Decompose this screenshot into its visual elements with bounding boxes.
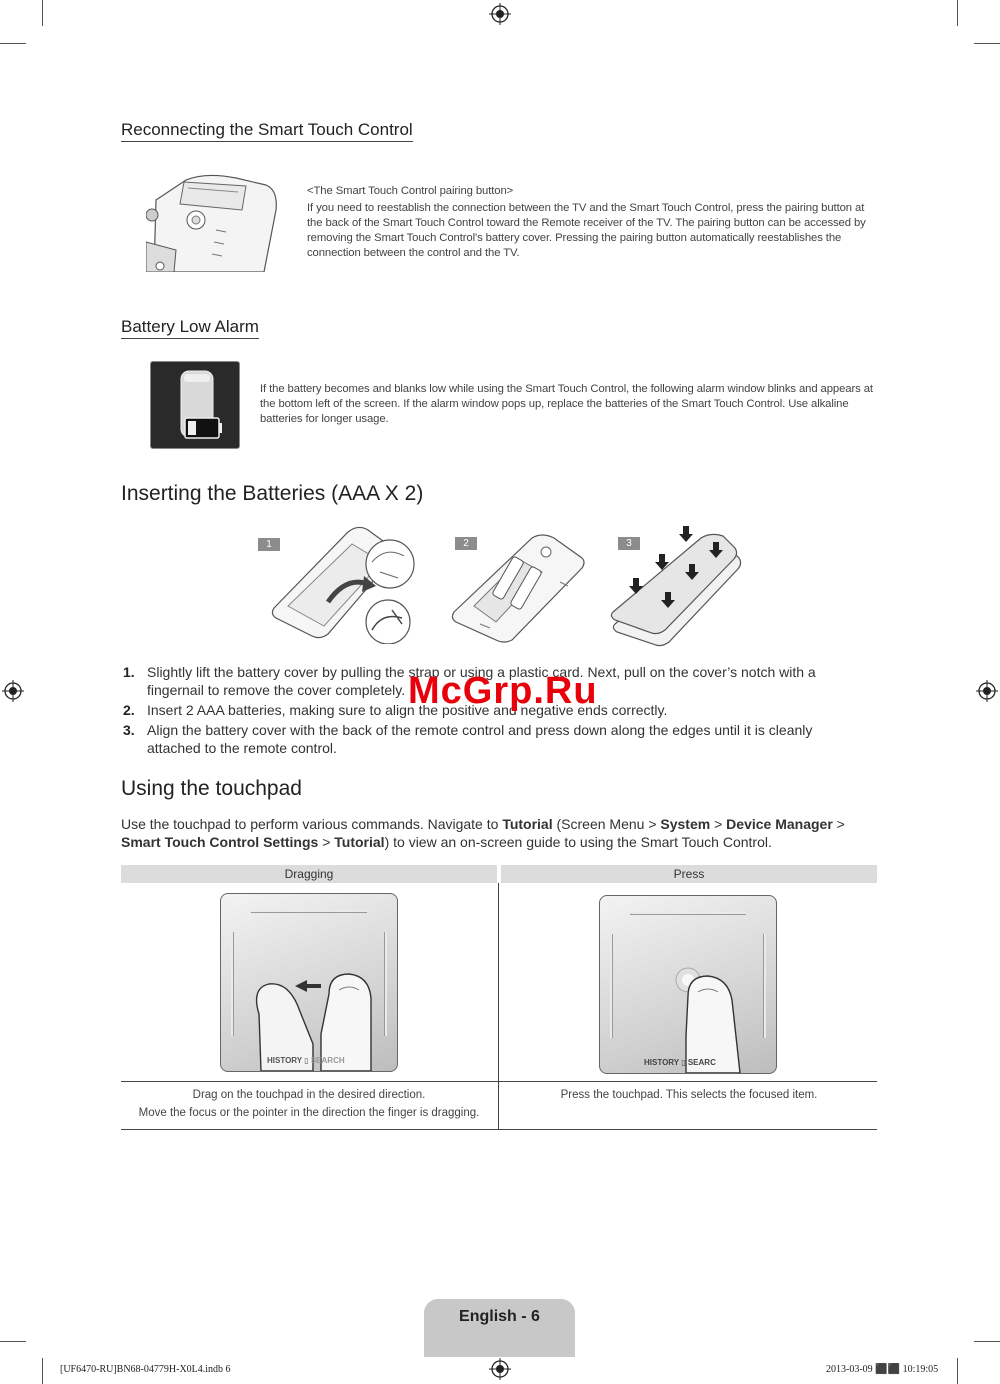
table-header-dragging: Dragging: [121, 865, 497, 883]
crop-mark: [0, 1341, 26, 1342]
page-number-tab: [424, 1299, 575, 1357]
figure-label-1: 1: [258, 538, 280, 551]
drag-fingers-icon: [221, 894, 397, 1071]
watermark-text: McGrp.Ru: [408, 670, 598, 712]
remote-battery-low-icon: [151, 362, 239, 448]
table-rule: [121, 1129, 877, 1130]
battery-alarm-image: [150, 361, 240, 449]
touchpad-intro: Use the touchpad to perform various commands. Navigate to Tutorial (Screen Menu > System > Device Manager > Smart Touch Control Settings > Tutorial) to view an on-screen guide to using the Smart Touch Control.: [121, 816, 845, 850]
section-title-touchpad: Using the touchpad: [121, 777, 302, 800]
step-item: 2. Insert 2 AAA batteries, making sure to align the positive and negative ends correctly.: [123, 702, 668, 718]
page-number-label: English - 6: [459, 1308, 540, 1325]
crop-mark: [0, 43, 26, 44]
figure-label-2: 2: [455, 537, 477, 550]
battery-alarm-text: If the battery becomes and blanks low while using the Smart Touch Control, the following alarm window blinks and appears at the bottom left of the screen. If the alarm window pops up, replace the batteries of the Smart Touch Control. Use alkaline batteries for longer usage.: [260, 383, 873, 425]
step-item: 3. Align the battery cover with the back of the remote control and press down along the edges until it is cleanly attached to the remote control.: [123, 722, 813, 756]
figure-label-3: 3: [618, 537, 640, 550]
section-title-battery-alarm: Battery Low Alarm: [121, 317, 259, 339]
press-finger-icon: [600, 896, 776, 1073]
footer-file-info: [UF6470-RU]BN68-04779H-X0L4.indb 6: [60, 1364, 231, 1375]
crop-mark: [42, 0, 43, 26]
drag-description-line-1: Drag on the touchpad in the desired direction.: [192, 1089, 426, 1101]
section-title-inserting: Inserting the Batteries (AAA X 2): [121, 482, 424, 505]
drag-description-line-2: Move the focus or the pointer in the direction the finger is dragging.: [138, 1107, 480, 1119]
pairing-caption: <The Smart Touch Control pairing button>: [307, 185, 514, 197]
battery-step-3-illustration: [605, 524, 745, 648]
table-rule: [121, 1081, 877, 1082]
pad-label-row: HISTORY ▯ SEARCH: [267, 1056, 345, 1065]
registration-mark-icon: [489, 1358, 511, 1380]
reconnect-text: If you need to reestablish the connection between the TV and the Smart Touch Control, press the pairing button at the back of the Smart Touch Control toward the Remote receiver of the TV. The pairing button can be accessed by removing the Smart Touch Control's battery cover. Pressing the pairing button automatically reestablishes the connection between the control and the TV.: [307, 202, 866, 259]
footer-timestamp: 2013-03-09 ⬛⬛ 10:19:05: [826, 1364, 939, 1375]
remote-back-illustration: [146, 170, 281, 272]
step-item: 1. Slightly lift the battery cover by pulling the strap or using a plastic card. Next, pull on the cover’s notch with a fingernail to remove the cover completely.: [123, 664, 816, 698]
crop-mark: [957, 1358, 958, 1384]
table-divider: [498, 883, 499, 1130]
crop-mark: [974, 43, 1000, 44]
pad-label-row: HISTORY ▯ SEARC: [644, 1058, 716, 1067]
crop-mark: [42, 1358, 43, 1384]
battery-step-2-illustration: [450, 532, 588, 644]
press-description: Press the touchpad. This selects the focused item.: [560, 1089, 818, 1101]
section-title-reconnect: Reconnecting the Smart Touch Control: [121, 120, 413, 142]
crop-mark: [957, 0, 958, 26]
touchpad-drag-image: [220, 893, 398, 1072]
crop-mark: [974, 1341, 1000, 1342]
table-header-press: Press: [501, 865, 877, 883]
touchpad-press-image: [599, 895, 777, 1074]
registration-mark-icon: [976, 680, 998, 702]
registration-mark-icon: [2, 680, 24, 702]
registration-mark-icon: [489, 3, 511, 25]
battery-step-1-illustration: [268, 522, 416, 644]
